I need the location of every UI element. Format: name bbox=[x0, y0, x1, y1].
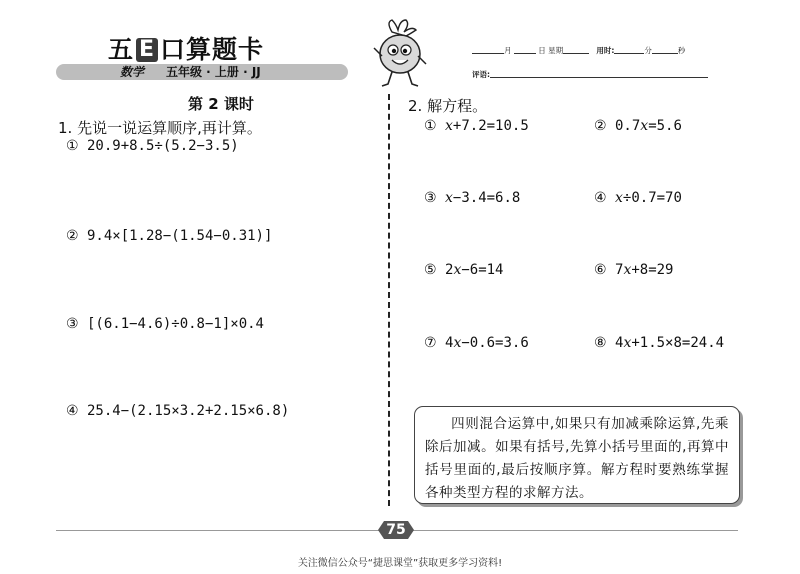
lesson-title: 第 2 课时 bbox=[188, 95, 254, 113]
tip-box bbox=[414, 406, 740, 504]
section2-title: 2. 解方程。 bbox=[408, 97, 488, 115]
mascot-icon bbox=[370, 18, 430, 90]
equation-3: ③ x−3.4=6.8 bbox=[424, 190, 521, 206]
equation-2: ② 0.7x=5.6 bbox=[594, 118, 682, 134]
problem-3: ③ [(6.1−4.6)÷0.8−1]×0.4 bbox=[66, 316, 264, 332]
page-number: 75 bbox=[386, 522, 406, 538]
equation-6: ⑥ 7x+8=29 bbox=[594, 262, 674, 278]
date-fields: 月 日 星期 用时: 分 秒 bbox=[472, 44, 685, 56]
problem-1: ① 20.9+8.5÷(5.2−3.5) bbox=[66, 138, 239, 154]
equation-4: ④ x÷0.7=70 bbox=[594, 190, 682, 206]
equation-1: ① x+7.2=10.5 bbox=[424, 118, 529, 134]
seconds-blank[interactable] bbox=[652, 44, 678, 54]
equation-8: ⑧ 4x+1.5×8=24.4 bbox=[594, 335, 725, 351]
problem-2: ② 9.4×[1.28−(1.54−0.31)] bbox=[66, 228, 273, 244]
footer-note: 关注微信公众号“捷思课堂”获取更多学习资料! bbox=[297, 558, 503, 569]
column-divider bbox=[388, 94, 390, 506]
comment-field: 评语: bbox=[472, 68, 708, 80]
section1-title: 1. 先说一说运算顺序,再计算。 bbox=[58, 119, 262, 137]
weekday-blank[interactable] bbox=[563, 44, 589, 54]
comment-blank[interactable] bbox=[490, 68, 708, 78]
tip-text: 四则混合运算中,如果只有加减乘除运算,先乘除后加减。如果有括号,先算小括号里面的,再算中括号里面的,最后按顺序算。解方程时要熟练掌握各种类型方程的求解方法。 bbox=[425, 416, 729, 501]
problem-4: ④ 25.4−(2.15×3.2+2.15×6.8) bbox=[66, 403, 290, 419]
day-blank[interactable] bbox=[514, 44, 536, 54]
grade-label: 五年级 · 上册 · JJ bbox=[166, 65, 261, 79]
subject-bar bbox=[56, 64, 348, 80]
equation-7: ⑦ 4x−0.6=3.6 bbox=[424, 335, 529, 351]
equation-5: ⑤ 2x−6=14 bbox=[424, 262, 504, 278]
subject-label: 数学 bbox=[120, 65, 145, 79]
minutes-blank[interactable] bbox=[614, 44, 644, 54]
month-blank[interactable] bbox=[472, 44, 504, 54]
brand-e-logo: E bbox=[136, 38, 158, 62]
brand-title: 五 E 口算题卡 bbox=[108, 35, 265, 64]
